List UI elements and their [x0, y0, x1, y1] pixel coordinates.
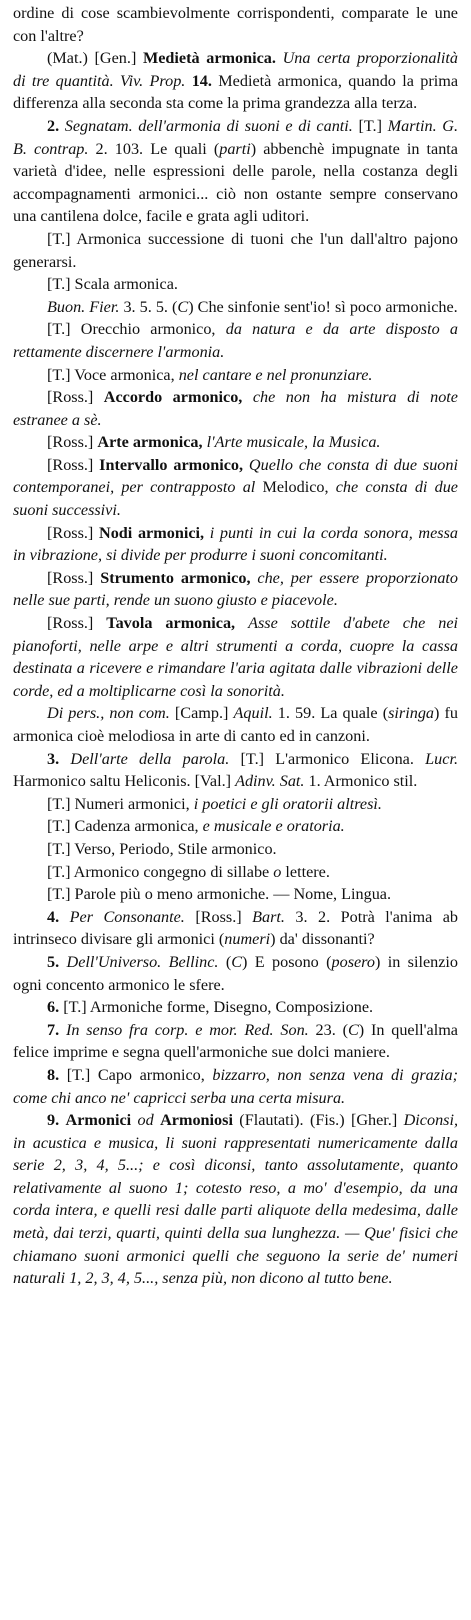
- headword: Intervallo armonico,: [99, 455, 244, 474]
- italic-text: l'Arte musicale, la Musica.: [206, 433, 381, 452]
- headword: 7.: [47, 1020, 60, 1039]
- text-run: ordine di cose scambievolmente corrispondenti, comparate le une con l'altre?: [13, 4, 458, 45]
- entry-paragraph: [13, 793, 458, 816]
- headword: Nodi armonici,: [99, 523, 205, 542]
- entry-paragraph: [13, 273, 458, 296]
- text-run: [Ross.]: [47, 568, 101, 587]
- text-run: [T.] Armonica successione di tuoni che l'un dall'altro pajono generarsi.: [13, 229, 458, 271]
- text-run: [242, 388, 252, 406]
- text-run: (Mat.) [Gen.]: [47, 49, 143, 68]
- headword: Armoniosi: [160, 1111, 233, 1130]
- entry-paragraph: [13, 115, 458, 228]
- text-run: [Ross.]: [47, 614, 107, 633]
- headword: 8.: [47, 1065, 60, 1084]
- entry-paragraph: [13, 318, 458, 363]
- italic-text: posero: [331, 952, 375, 971]
- entry-paragraph: [13, 748, 458, 793]
- text-run: [T.]: [352, 116, 388, 135]
- entry-paragraph: [13, 906, 458, 951]
- italic-text: Quello che consta di due suoni contemporanei, per contrapposto al: [13, 455, 458, 497]
- italic-text: Asse sottile d'abete che nei pianoforti, nelle arpe e altri strumenti a corda, cuopre la cassa destinata a ricevere e rimandare l'aria agitata dalle vibrazioni delle corde, ed a moltiplicarne così la sonorità.: [13, 614, 458, 700]
- italic-text: Segnatam. dell'armonia di suoni e di canti.: [64, 116, 353, 135]
- italic-text: che consta di due suoni successivi.: [13, 478, 458, 520]
- text-run: [235, 614, 248, 632]
- text-run: ) fu armonica cioè melodiosa in arte di canto ed in canzoni.: [13, 704, 459, 745]
- text-run: [T.] Armonico congegno di sillabe: [47, 862, 274, 881]
- text-run: 1. Armonico stil.: [304, 772, 418, 791]
- text-run: [T.] Cadenza armonica,: [47, 817, 203, 836]
- text-run: [T.] Capo armonico,: [59, 1065, 213, 1084]
- text-run: (: [218, 952, 232, 971]
- italic-text: siringa: [388, 704, 435, 723]
- italic-text: C: [347, 1020, 359, 1039]
- text-run: [T.] L'armonico Elicona.: [229, 749, 426, 768]
- italic-text: numeri: [224, 930, 271, 949]
- italic-text: da natura e da arte disposto a rettamente discernere l'armonia.: [13, 320, 458, 361]
- entry-paragraph: [13, 522, 458, 567]
- entry-paragraph: [13, 861, 458, 884]
- entry-paragraph: [13, 1109, 458, 1290]
- text-run: [59, 953, 66, 971]
- italic-text: Martin. G. B. contrap.: [13, 116, 458, 158]
- italic-text: Buon. Fier.: [47, 297, 120, 316]
- italic-text: In senso fra corp. e mor. Red. Son.: [65, 1020, 309, 1039]
- entry-paragraph: [13, 1019, 458, 1064]
- text-run: [Ross.]: [184, 907, 253, 926]
- text-run: ) in silenzio ogni concento armonico le sfere.: [13, 952, 459, 994]
- entry-paragraph: [13, 883, 458, 906]
- text-run: ) E posono (: [242, 952, 332, 971]
- headword: 5.: [47, 952, 60, 971]
- headword: Medietà armonica.: [142, 49, 276, 68]
- text-run: [276, 49, 283, 67]
- entry-paragraph: [13, 47, 458, 115]
- entry-paragraph: [13, 702, 458, 747]
- headword: 2.: [47, 116, 60, 135]
- entry-paragraph: [13, 838, 458, 861]
- text-run: [59, 750, 70, 768]
- entry-paragraph: [13, 364, 458, 387]
- italic-text: C: [231, 952, 243, 971]
- entry-paragraph: [13, 612, 458, 702]
- text-run: lettere.: [281, 862, 330, 881]
- text-run: [Camp.]: [169, 704, 234, 723]
- entry-paragraph: [13, 815, 458, 838]
- italic-text: Di pers., non com.: [47, 704, 170, 723]
- entry-paragraph: [13, 567, 458, 612]
- text-run: 2. 103. Le quali (: [88, 139, 220, 158]
- text-run: 3. 2. Potrà l'anima ab intrinseco divisare gli armonici (: [13, 907, 459, 949]
- italic-text: C: [177, 297, 189, 316]
- text-run: Harmonico saltu Heliconis. [Val.]: [13, 772, 236, 791]
- italic-text: Bart.: [252, 907, 285, 926]
- italic-text: Aquil.: [233, 704, 273, 723]
- entry-paragraph: [13, 228, 458, 273]
- entry-paragraph: [13, 996, 458, 1019]
- entry-paragraph: [13, 296, 458, 319]
- italic-text: Per Consonante.: [69, 907, 185, 926]
- text-run: [T.] Scala armonica.: [47, 275, 178, 294]
- headword: 4.: [47, 907, 60, 926]
- italic-text: Dell'arte della parola.: [70, 749, 230, 768]
- italic-text: i punti in cui la corda sonora, messa in vibrazione, si divide per produrre i suoni concomitanti.: [13, 523, 458, 565]
- italic-text: che, per essere proporzionato nelle sue parti, rende un suono giusto e piacevole.: [13, 568, 459, 610]
- text-run: [Ross.]: [47, 388, 104, 407]
- text-run: [Ross.]: [47, 433, 98, 452]
- italic-text: Diconsi, in acustica e musica, li suoni rappresentati numericamente dalla serie 2, 3, 4, 5...; e così diconsi, tanto assolutamente, quanto relativamente al suono 1; cotesto reso, a mo' d'esempio, da una corda intera, e quelli resi dalle parti aliquote della medesima, dalle metà, dai terzi, quarti, quinti della sua lunghezza. — Que' fisici che chiamano suoni armonici quelli che seguono la serie de' numeri naturali 1, 2, 3, 4, 5..., senza più, non dicono al tutto bene.: [13, 1111, 459, 1288]
- italic-text: Adinv. Sat.: [235, 772, 305, 791]
- text-run: Melodico,: [255, 478, 336, 497]
- text-run: [T.] Parole più o meno armoniche. — Nome, Lingua.: [47, 885, 392, 904]
- entry-paragraph: [13, 454, 458, 522]
- text-run: (Flautati). (Fis.) [Gher.]: [232, 1111, 404, 1130]
- italic-text: bizzarro, non senza vena di grazia; come chi anco ne' capricci serba una certa misura.: [13, 1065, 458, 1107]
- entry-paragraph: [13, 1064, 458, 1109]
- italic-text: i poetici e gli oratorii altresì.: [193, 794, 382, 813]
- headword: 6.: [47, 998, 60, 1017]
- headword: Armonici: [65, 1111, 132, 1130]
- entry-paragraph: [13, 951, 458, 996]
- text-run: ) Che sinfonie sent'io! sì poco armoniche.: [188, 297, 458, 316]
- text-run: [Ross.]: [47, 523, 99, 542]
- text-run: [59, 908, 69, 926]
- text-run: [T.] Verso, Periodo, Stile armonico.: [47, 839, 277, 858]
- text-run: ) da' dissonanti?: [270, 930, 375, 949]
- text-run: [T.] Voce armonica,: [47, 365, 179, 384]
- headword: Strumento armonico,: [100, 568, 251, 587]
- headword: Tavola armonica,: [106, 614, 236, 633]
- text-run: 23. (: [308, 1020, 348, 1039]
- text-run: [T.] Numeri armonici,: [47, 794, 194, 813]
- text-run: ) In quell'alma felice imprime e segna quell'armoniche sue dolci maniere.: [13, 1020, 458, 1062]
- headword: Arte armonica,: [97, 433, 203, 452]
- entry-paragraph: [13, 431, 458, 454]
- italic-text: o: [273, 862, 282, 881]
- italic-text: od: [137, 1111, 154, 1130]
- italic-text: che non ha mistura di note estranee a sè.: [13, 388, 458, 429]
- entry-paragraph: [13, 2, 458, 47]
- headword: 3.: [47, 749, 60, 768]
- text-run: 1. 59. La quale (: [272, 704, 389, 723]
- entry-paragraph: [13, 386, 458, 431]
- italic-text: Dell'Universo. Bellinc.: [66, 952, 219, 971]
- italic-text: Una certa proporzionalità di tre quantità. Viv. Prop.: [13, 49, 458, 90]
- text-run: [59, 1021, 66, 1039]
- text-run: ) abbenchè impugnate in tanta varietà d'idee, nelle espressioni delle parole, nella costanza degli accompagnamenti armonici... ciò non ostante sempre conservano una cantilena dolce, facile e grata agli uditori.: [13, 139, 458, 226]
- italic-text: Lucr.: [425, 749, 458, 768]
- headword: Accordo armonico,: [103, 388, 243, 407]
- italic-text: nel cantare e nel pronunziare.: [178, 365, 373, 384]
- text-run: Medietà armonica, quando la prima differenza alla seconda sta come la prima grandezza alla terza.: [13, 71, 459, 113]
- text-run: 3. 5. 5. (: [119, 297, 178, 316]
- headword: 14.: [191, 71, 212, 90]
- text-run: [T.] Orecchio armonico,: [47, 320, 226, 339]
- italic-text: e musicale e oratoria.: [202, 817, 345, 836]
- text-run: [Ross.]: [47, 455, 100, 474]
- italic-text: parti: [219, 139, 251, 158]
- text-run: [T.] Armoniche forme, Disegno, Composizione.: [59, 998, 374, 1017]
- headword: 9.: [47, 1111, 60, 1130]
